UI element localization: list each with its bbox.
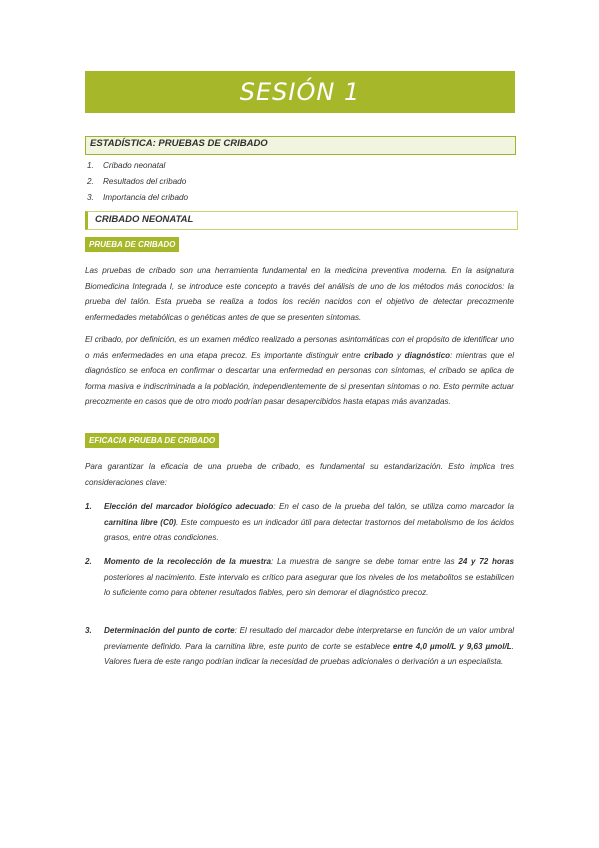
- list-number: 2.: [85, 557, 92, 566]
- list-item: [85, 623, 514, 670]
- list-number: 3.: [85, 626, 92, 635]
- section-title: ESTADÍSTICA: PRUEBAS DE CRIBADO: [90, 138, 268, 149]
- text-run: y: [393, 350, 405, 360]
- text-run: posteriores al nacimiento. Este intervalo es crítico para asegurar que los niveles de los metabolitos se estabilicen lo suficiente como para obtener resultados fiables, pero sin demorar el diagnóstico precoz.: [104, 572, 514, 598]
- list-item: [85, 554, 514, 601]
- list-text: [104, 554, 514, 601]
- toc-label: Cribado neonatal: [103, 161, 166, 170]
- list-item: [85, 499, 514, 546]
- heading-prueba-de-cribado: PRUEBA DE CRIBADO: [85, 237, 179, 252]
- text-run: : La muestra de sangre se debe tomar entre las: [271, 557, 459, 566]
- text-run: : El resultado del marcador debe interpretarse en función de un valor umbral previamente definido. Para la carnitina libre, este punto de corte se establece: [104, 626, 514, 651]
- toc-label: Resultados del cribado: [103, 177, 187, 186]
- heading-eficacia-prueba: EFICACIA PRUEBA DE CRIBADO: [85, 433, 219, 448]
- toc-item: [87, 160, 188, 176]
- toc-number: 1.: [87, 161, 94, 170]
- list-text: [104, 499, 514, 546]
- paragraph-intro: Las pruebas de cribado son una herramienta fundamental en la medicina preventiva moderna. En la asignatura Biomedicina Integrada I, se introduce este concepto a través del análisis de uno de los métodos más conocidos: la prueba del talón. Esta prueba se realiza a todos los recién nacidos con el objetivo de detectar precozmente enfermedades metabólicas o genéticas antes de que se presenten síntomas.: [85, 266, 514, 322]
- toc-item: [87, 192, 188, 208]
- toc-number: 3.: [87, 193, 94, 202]
- bold-run: entre 4,0 µmol/L y 9,63 µmol/L: [392, 641, 512, 651]
- toc-item: [87, 176, 188, 192]
- session-banner: [85, 71, 515, 113]
- bold-run: Determinación del punto de corte: [104, 626, 235, 635]
- toc-label: Importancia del cribado: [103, 193, 189, 202]
- text-run: El cribado, por definición, es un examen médico realizado a personas asintomáticas con el propósito de identificar uno o más enfermedades en una etapa precoz. Es importante distinguir entre: [85, 335, 514, 360]
- text-run: . Valores fuera de este rango podrían indicar la necesidad de pruebas adicionales o derivación a un especialista.: [104, 641, 514, 667]
- text-run: : mientras que el diagnóstico se enfoca en confirmar o descartar una enfermedad en personas con síntomas, el cribado se aplica de forma masiva e indiscriminada a la población, independientemente de si presentan síntomas o no. Esto permite actuar precozmente en casos que de otro modo podrían pasar desapercibidos hasta etapas más avanzadas.: [85, 350, 514, 407]
- section-heading: [85, 136, 516, 155]
- bold-run: 24 y 72 horas: [458, 557, 514, 566]
- text-run: . Este compuesto es un indicador útil para detectar trastornos del metabolismo de los ácidos grasos, entre otras condiciones.: [104, 517, 515, 543]
- list-text: [104, 623, 514, 670]
- bold-run: carnitina libre (C0): [104, 517, 177, 527]
- list-number: 1.: [85, 502, 92, 511]
- subsection-title: CRIBADO NEONATAL: [95, 214, 194, 225]
- bold-term-cribado: cribado: [364, 350, 394, 360]
- bold-run: Elección del marcador biológico adecuado: [104, 502, 274, 511]
- table-of-contents: [87, 160, 188, 208]
- bold-term-diagnostico: diagnóstico: [404, 350, 451, 360]
- paragraph-definition: [85, 332, 514, 410]
- text-run: : En el caso de la prueba del talón, se utiliza como marcador la: [273, 502, 514, 511]
- toc-number: 2.: [87, 177, 94, 186]
- subsection-heading: [85, 211, 518, 230]
- bold-run: Momento de la recolección de la muestra: [104, 557, 272, 566]
- paragraph-standardization: Para garantizar la eficacia de una prueba de cribado, es fundamental su estandarización. Esto implica tres consideraciones clave:: [85, 462, 514, 487]
- session-title: SESIÓN 1: [239, 78, 361, 106]
